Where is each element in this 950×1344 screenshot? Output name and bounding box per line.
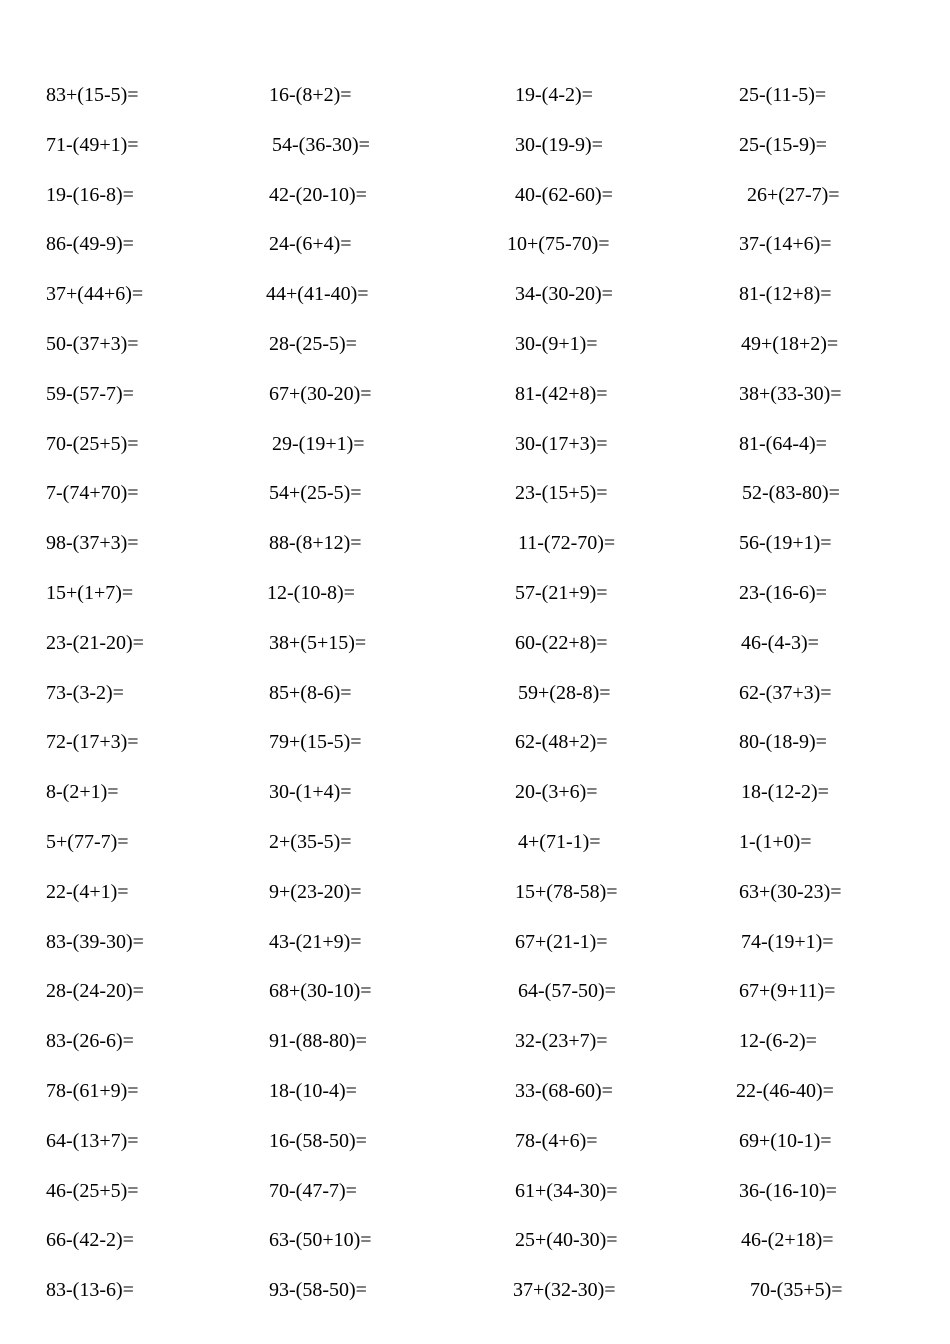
math-problem: 78-(4+6)= (515, 1130, 598, 1152)
math-problem: 67+(30-20)= (269, 383, 372, 405)
math-problem: 62-(37+3)= (739, 682, 832, 704)
math-problem: 23-(21-20)= (46, 632, 144, 654)
math-problem: 57-(21+9)= (515, 582, 608, 604)
math-problem: 20-(3+6)= (515, 781, 598, 803)
math-problem: 12-(6-2)= (739, 1030, 817, 1052)
math-problem: 70-(35+5)= (750, 1279, 843, 1301)
math-problem: 54+(25-5)= (269, 482, 362, 504)
math-problem: 22-(4+1)= (46, 881, 129, 903)
math-problem: 23-(15+5)= (515, 482, 608, 504)
math-problem: 70-(47-7)= (269, 1180, 357, 1202)
math-problem: 16-(8+2)= (269, 84, 352, 106)
math-problem: 83+(15-5)= (46, 84, 139, 106)
math-problem: 88-(8+12)= (269, 532, 362, 554)
math-problem: 4+(71-1)= (518, 831, 601, 853)
math-problem: 37-(14+6)= (739, 233, 832, 255)
math-problem: 9+(23-20)= (269, 881, 362, 903)
math-problem: 42-(20-10)= (269, 184, 367, 206)
math-problem: 34-(30-20)= (515, 283, 613, 305)
math-problem: 12-(10-8)= (267, 582, 355, 604)
math-problem: 30-(17+3)= (515, 433, 608, 455)
math-problem: 26+(27-7)= (747, 184, 840, 206)
math-problem: 46-(4-3)= (741, 632, 819, 654)
math-problem: 11-(72-70)= (518, 532, 616, 554)
math-problem: 83-(26-6)= (46, 1030, 134, 1052)
math-problem: 25+(40-30)= (515, 1229, 618, 1251)
math-problem: 50-(37+3)= (46, 333, 139, 355)
math-problem: 62-(48+2)= (515, 731, 608, 753)
math-problem: 74-(19+1)= (741, 931, 834, 953)
math-problem: 2+(35-5)= (269, 831, 352, 853)
math-problem: 7-(74+70)= (46, 482, 139, 504)
math-problem: 81-(64-4)= (739, 433, 827, 455)
math-problem: 38+(33-30)= (739, 383, 842, 405)
math-problem: 83-(39-30)= (46, 931, 144, 953)
math-problem: 18-(12-2)= (741, 781, 829, 803)
math-problem: 28-(25-5)= (269, 333, 357, 355)
math-problem: 19-(4-2)= (515, 84, 593, 106)
math-problem: 61+(34-30)= (515, 1180, 618, 1202)
math-problem: 78-(61+9)= (46, 1080, 139, 1102)
math-problem: 22-(46-40)= (736, 1080, 834, 1102)
math-problem: 68+(30-10)= (269, 980, 372, 1002)
math-problem: 49+(18+2)= (741, 333, 839, 355)
math-problem: 18-(10-4)= (269, 1080, 357, 1102)
math-problem: 63-(50+10)= (269, 1229, 372, 1251)
math-problem: 98-(37+3)= (46, 532, 139, 554)
math-problem: 46-(25+5)= (46, 1180, 139, 1202)
math-problem: 30-(19-9)= (515, 134, 603, 156)
math-problem: 93-(58-50)= (269, 1279, 367, 1301)
math-problem: 59-(57-7)= (46, 383, 134, 405)
math-problem: 29-(19+1)= (272, 433, 365, 455)
math-problem: 30-(9+1)= (515, 333, 598, 355)
math-problem: 32-(23+7)= (515, 1030, 608, 1052)
math-problem: 37+(44+6)= (46, 283, 144, 305)
math-problem: 66-(42-2)= (46, 1229, 134, 1251)
math-problem: 91-(88-80)= (269, 1030, 367, 1052)
math-problem: 19-(16-8)= (46, 184, 134, 206)
math-problem: 64-(57-50)= (518, 980, 616, 1002)
math-problem: 15+(1+7)= (46, 582, 134, 604)
math-problem: 63+(30-23)= (739, 881, 842, 903)
math-problem: 86-(49-9)= (46, 233, 134, 255)
math-problem: 56-(19+1)= (739, 532, 832, 554)
math-problem: 10+(75-70)= (507, 233, 610, 255)
math-problem: 8-(2+1)= (46, 781, 119, 803)
math-problem: 25-(15-9)= (739, 134, 827, 156)
math-problem: 24-(6+4)= (269, 233, 352, 255)
math-problem: 83-(13-6)= (46, 1279, 134, 1301)
math-problem: 72-(17+3)= (46, 731, 139, 753)
math-problem: 79+(15-5)= (269, 731, 362, 753)
math-problem: 43-(21+9)= (269, 931, 362, 953)
math-problem: 15+(78-58)= (515, 881, 618, 903)
math-problem: 33-(68-60)= (515, 1080, 613, 1102)
math-problem: 64-(13+7)= (46, 1130, 139, 1152)
math-problem: 81-(42+8)= (515, 383, 608, 405)
math-problem: 28-(24-20)= (46, 980, 144, 1002)
math-problem: 67+(9+11)= (739, 980, 836, 1002)
math-problem: 46-(2+18)= (741, 1229, 834, 1251)
math-problem: 54-(36-30)= (272, 134, 370, 156)
math-problem: 37+(32-30)= (513, 1279, 616, 1301)
math-problem: 80-(18-9)= (739, 731, 827, 753)
math-problem: 1-(1+0)= (739, 831, 812, 853)
math-problem: 36-(16-10)= (739, 1180, 837, 1202)
math-problem: 38+(5+15)= (269, 632, 367, 654)
math-problem: 60-(22+8)= (515, 632, 608, 654)
math-problem: 30-(1+4)= (269, 781, 352, 803)
math-problem: 69+(10-1)= (739, 1130, 832, 1152)
math-problem: 85+(8-6)= (269, 682, 352, 704)
math-problem: 16-(58-50)= (269, 1130, 367, 1152)
math-problem: 52-(83-80)= (742, 482, 840, 504)
math-problem: 25-(11-5)= (739, 84, 827, 106)
math-problem: 44+(41-40)= (266, 283, 369, 305)
math-problem: 5+(77-7)= (46, 831, 129, 853)
math-problem: 73-(3-2)= (46, 682, 124, 704)
math-problem: 71-(49+1)= (46, 134, 139, 156)
math-problem: 23-(16-6)= (739, 582, 827, 604)
math-problem: 59+(28-8)= (518, 682, 611, 704)
math-problem: 70-(25+5)= (46, 433, 139, 455)
math-problem: 67+(21-1)= (515, 931, 608, 953)
math-problem: 81-(12+8)= (739, 283, 832, 305)
math-problem: 40-(62-60)= (515, 184, 613, 206)
